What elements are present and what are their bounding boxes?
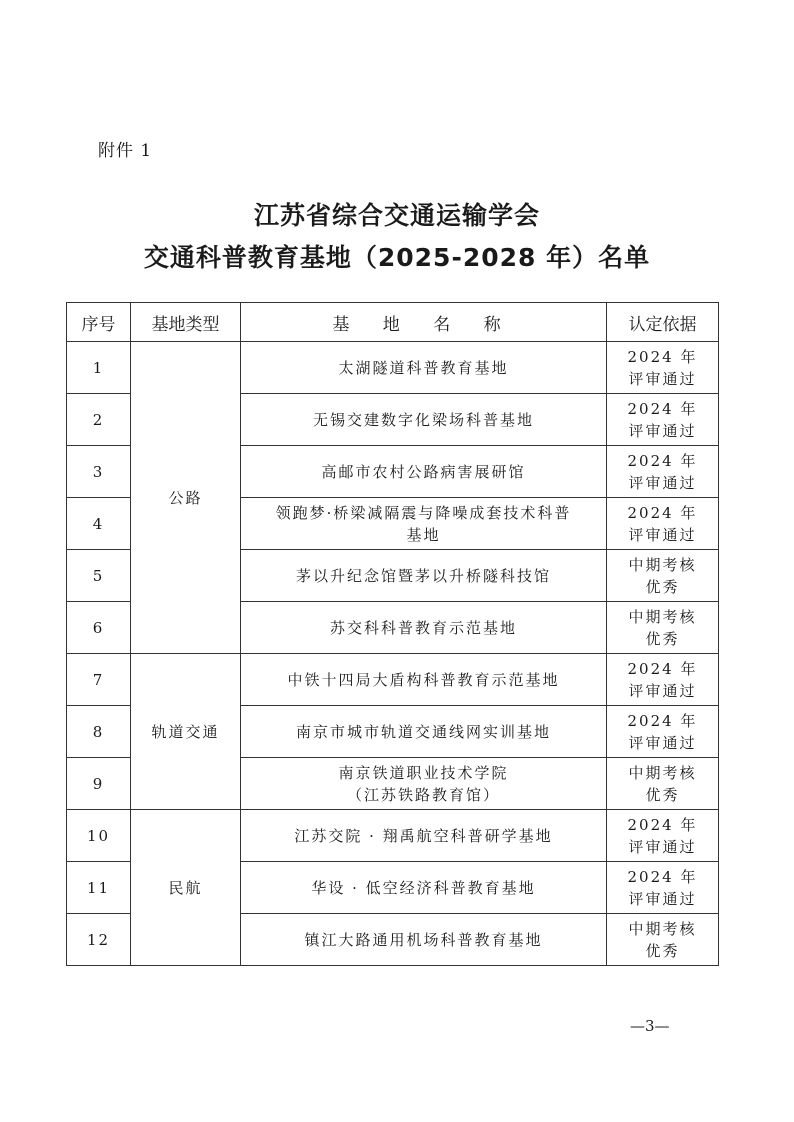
basis-line: 中期考核 <box>628 607 697 626</box>
row-no: 7 <box>67 654 131 706</box>
basis-cell <box>607 758 719 810</box>
header-basis: 认定依据 <box>607 303 719 342</box>
base-name-line: （江苏铁路教育馆） <box>346 785 500 804</box>
category-cell: 公路 <box>131 342 241 654</box>
table-row <box>67 654 719 706</box>
row-no: 4 <box>67 498 131 550</box>
basis-line: 评审通过 <box>628 421 697 440</box>
row-no: 8 <box>67 706 131 758</box>
row-no: 5 <box>67 550 131 602</box>
basis-line: 2024 年 <box>627 503 698 522</box>
basis-line: 2024 年 <box>627 451 698 470</box>
row-no: 10 <box>67 810 131 862</box>
basis-line: 评审通过 <box>628 525 697 544</box>
base-name <box>241 758 607 810</box>
basis-line: 2024 年 <box>627 815 698 834</box>
basis-line: 评审通过 <box>628 681 697 700</box>
row-no: 9 <box>67 758 131 810</box>
basis-line: 2024 年 <box>627 867 698 886</box>
base-name-line: 南京铁道职业技术学院 <box>338 763 509 782</box>
basis-cell <box>607 810 719 862</box>
base-name: 南京市城市轨道交通线网实训基地 <box>241 706 607 758</box>
basis-line: 优秀 <box>645 577 680 596</box>
base-name: 中铁十四局大盾构科普教育示范基地 <box>241 654 607 706</box>
basis-line: 2024 年 <box>627 347 698 366</box>
category-cell: 民航 <box>131 810 241 966</box>
base-name-line: 基地 <box>406 525 441 544</box>
basis-cell <box>607 602 719 654</box>
basis-cell <box>607 498 719 550</box>
base-name <box>241 498 607 550</box>
base-name-line: 领跑梦·桥梁减隔震与降噪成套技术科普 <box>275 503 572 522</box>
basis-cell <box>607 550 719 602</box>
row-no: 6 <box>67 602 131 654</box>
attachment-label: 附件 1 <box>98 141 153 161</box>
document-title-line2: 交通科普教育基地（2025-2028 年）名单 <box>143 243 651 272</box>
basis-line: 2024 年 <box>627 711 698 730</box>
basis-cell <box>607 862 719 914</box>
basis-cell <box>607 914 719 966</box>
row-no: 11 <box>67 862 131 914</box>
basis-line: 中期考核 <box>628 919 697 938</box>
basis-line: 评审通过 <box>628 473 697 492</box>
basis-line: 2024 年 <box>627 399 698 418</box>
basis-cell <box>607 706 719 758</box>
basis-line: 中期考核 <box>628 763 697 782</box>
basis-line: 评审通过 <box>628 733 697 752</box>
base-name: 高邮市农村公路病害展研馆 <box>241 446 607 498</box>
base-list-table <box>66 302 719 966</box>
category-cell: 轨道交通 <box>131 654 241 810</box>
base-name: 镇江大路通用机场科普教育基地 <box>241 914 607 966</box>
row-no: 2 <box>67 394 131 446</box>
basis-cell <box>607 394 719 446</box>
base-name: 太湖隧道科普教育基地 <box>241 342 607 394</box>
basis-cell <box>607 446 719 498</box>
header-name: 基 地 名 称 <box>241 303 607 342</box>
basis-cell <box>607 654 719 706</box>
header-no: 序号 <box>67 303 131 342</box>
base-name: 华设 · 低空经济科普教育基地 <box>241 862 607 914</box>
base-name: 苏交科科普教育示范基地 <box>241 602 607 654</box>
table-header-row <box>67 303 719 342</box>
base-name: 江苏交院 · 翔禹航空科普研学基地 <box>241 810 607 862</box>
basis-line: 评审通过 <box>628 889 697 908</box>
basis-line: 优秀 <box>645 785 680 804</box>
row-no: 1 <box>67 342 131 394</box>
basis-line: 评审通过 <box>628 837 697 856</box>
basis-line: 优秀 <box>645 629 680 648</box>
page-number: —3— <box>630 1017 670 1035</box>
row-no: 12 <box>67 914 131 966</box>
row-no: 3 <box>67 446 131 498</box>
basis-line: 中期考核 <box>628 555 697 574</box>
base-name: 茅以升纪念馆暨茅以升桥隧科技馆 <box>241 550 607 602</box>
basis-cell <box>607 342 719 394</box>
base-name: 无锡交建数字化梁场科普基地 <box>241 394 607 446</box>
document-title-line1: 江苏省综合交通运输学会 <box>253 201 540 230</box>
header-category: 基地类型 <box>131 303 241 342</box>
table-row <box>67 810 719 862</box>
basis-line: 2024 年 <box>627 659 698 678</box>
basis-line: 优秀 <box>645 941 680 960</box>
table-row <box>67 342 719 394</box>
basis-line: 评审通过 <box>628 369 697 388</box>
